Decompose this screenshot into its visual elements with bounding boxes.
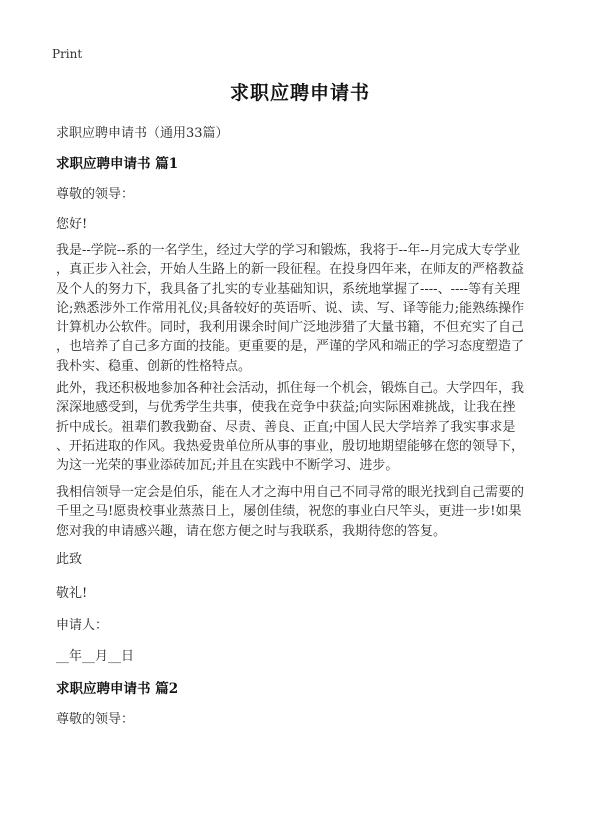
paragraph-line: 我朴实、稳重、创新的性格特点。 <box>56 358 252 374</box>
paragraph-line: 、开拓进取的作风。我热爱贵单位所从事的事业，殷切地期望能够在您的领导下， <box>56 438 525 454</box>
paragraph-line: ，真正步入社会，开始人生路上的新一段征程。在投身四年来，在师友的严格教益 <box>56 262 525 278</box>
paragraph-line: 论;熟悉涉外工作常用礼仪;具备较好的英语听、说、读、写、译等能力;能熟练操作 <box>56 300 525 316</box>
section1-paragraph-3 <box>56 483 548 541</box>
paragraph-line: 折中成长。祖辈们教我勤奋、尽责、善良、正直;中国人民大学培养了我实事求是 <box>56 419 516 435</box>
paragraph-line: 为这一光荣的事业添砖加瓦;并且在实践中不断学习、进步。 <box>56 458 399 474</box>
section2-salutation: 尊敬的领导： <box>56 712 135 727</box>
section1-greeting: 您好! <box>56 217 88 232</box>
paragraph-line: 千里之马!愿贵校事业蒸蒸日上，屡创佳绩，祝您的事业白尺竿头，更进一步!如果 <box>56 504 522 520</box>
section1-heading: 求职应聘申请书 篇1 <box>56 156 179 172</box>
section1-paragraph-1 <box>56 241 548 376</box>
paragraph-line: 此外，我还积极地参加各种社会活动，抓住每一个机会，锻炼自己。大学四年，我 <box>56 381 525 396</box>
paragraph-line: 及个人的努力下，我具备了扎实的专业基础知识，系统地掌握了----、----等有关理 <box>56 281 521 297</box>
closing-regards: 此致 <box>56 552 83 567</box>
section1-paragraph-2 <box>56 379 548 475</box>
paragraph-line: 我是--学院--系的一名学生，经过大学的学习和锻炼，我将于--年--月完成大专学业 <box>56 243 521 258</box>
paragraph-line: ，也培养了自己多方面的技能。更重要的是，严谨的学风和端正的学习态度塑造了 <box>56 339 525 355</box>
section2-heading: 求职应聘申请书 篇2 <box>56 681 179 697</box>
section1-salutation: 尊敬的领导： <box>56 187 135 202</box>
paragraph-line: 计算机办公软件。同时，我利用课余时间广泛地涉猎了大量书籍，不但充实了自己 <box>56 320 525 336</box>
applicant-label: 申请人： <box>56 618 109 633</box>
closing-salute: 敬礼! <box>56 586 88 601</box>
page-title: 求职应聘申请书 <box>229 82 370 104</box>
document-subtitle: 求职应聘申请书（通用33篇） <box>56 126 229 141</box>
print-link[interactable]: Print <box>52 47 83 61</box>
paragraph-line: 我相信领导一定会是伯乐，能在人才之海中用自己不同寻常的眼光找到自己需要的 <box>56 485 525 500</box>
date-line: __年__月__日 <box>56 649 135 664</box>
paragraph-line: 深深地感受到，与优秀学生共事，使我在竞争中获益;向实际困难挑战，让我在挫 <box>56 400 516 416</box>
paragraph-line: 您对我的申请感兴趣，请在您方便之时与我联系，我期待您的答复。 <box>56 523 447 539</box>
